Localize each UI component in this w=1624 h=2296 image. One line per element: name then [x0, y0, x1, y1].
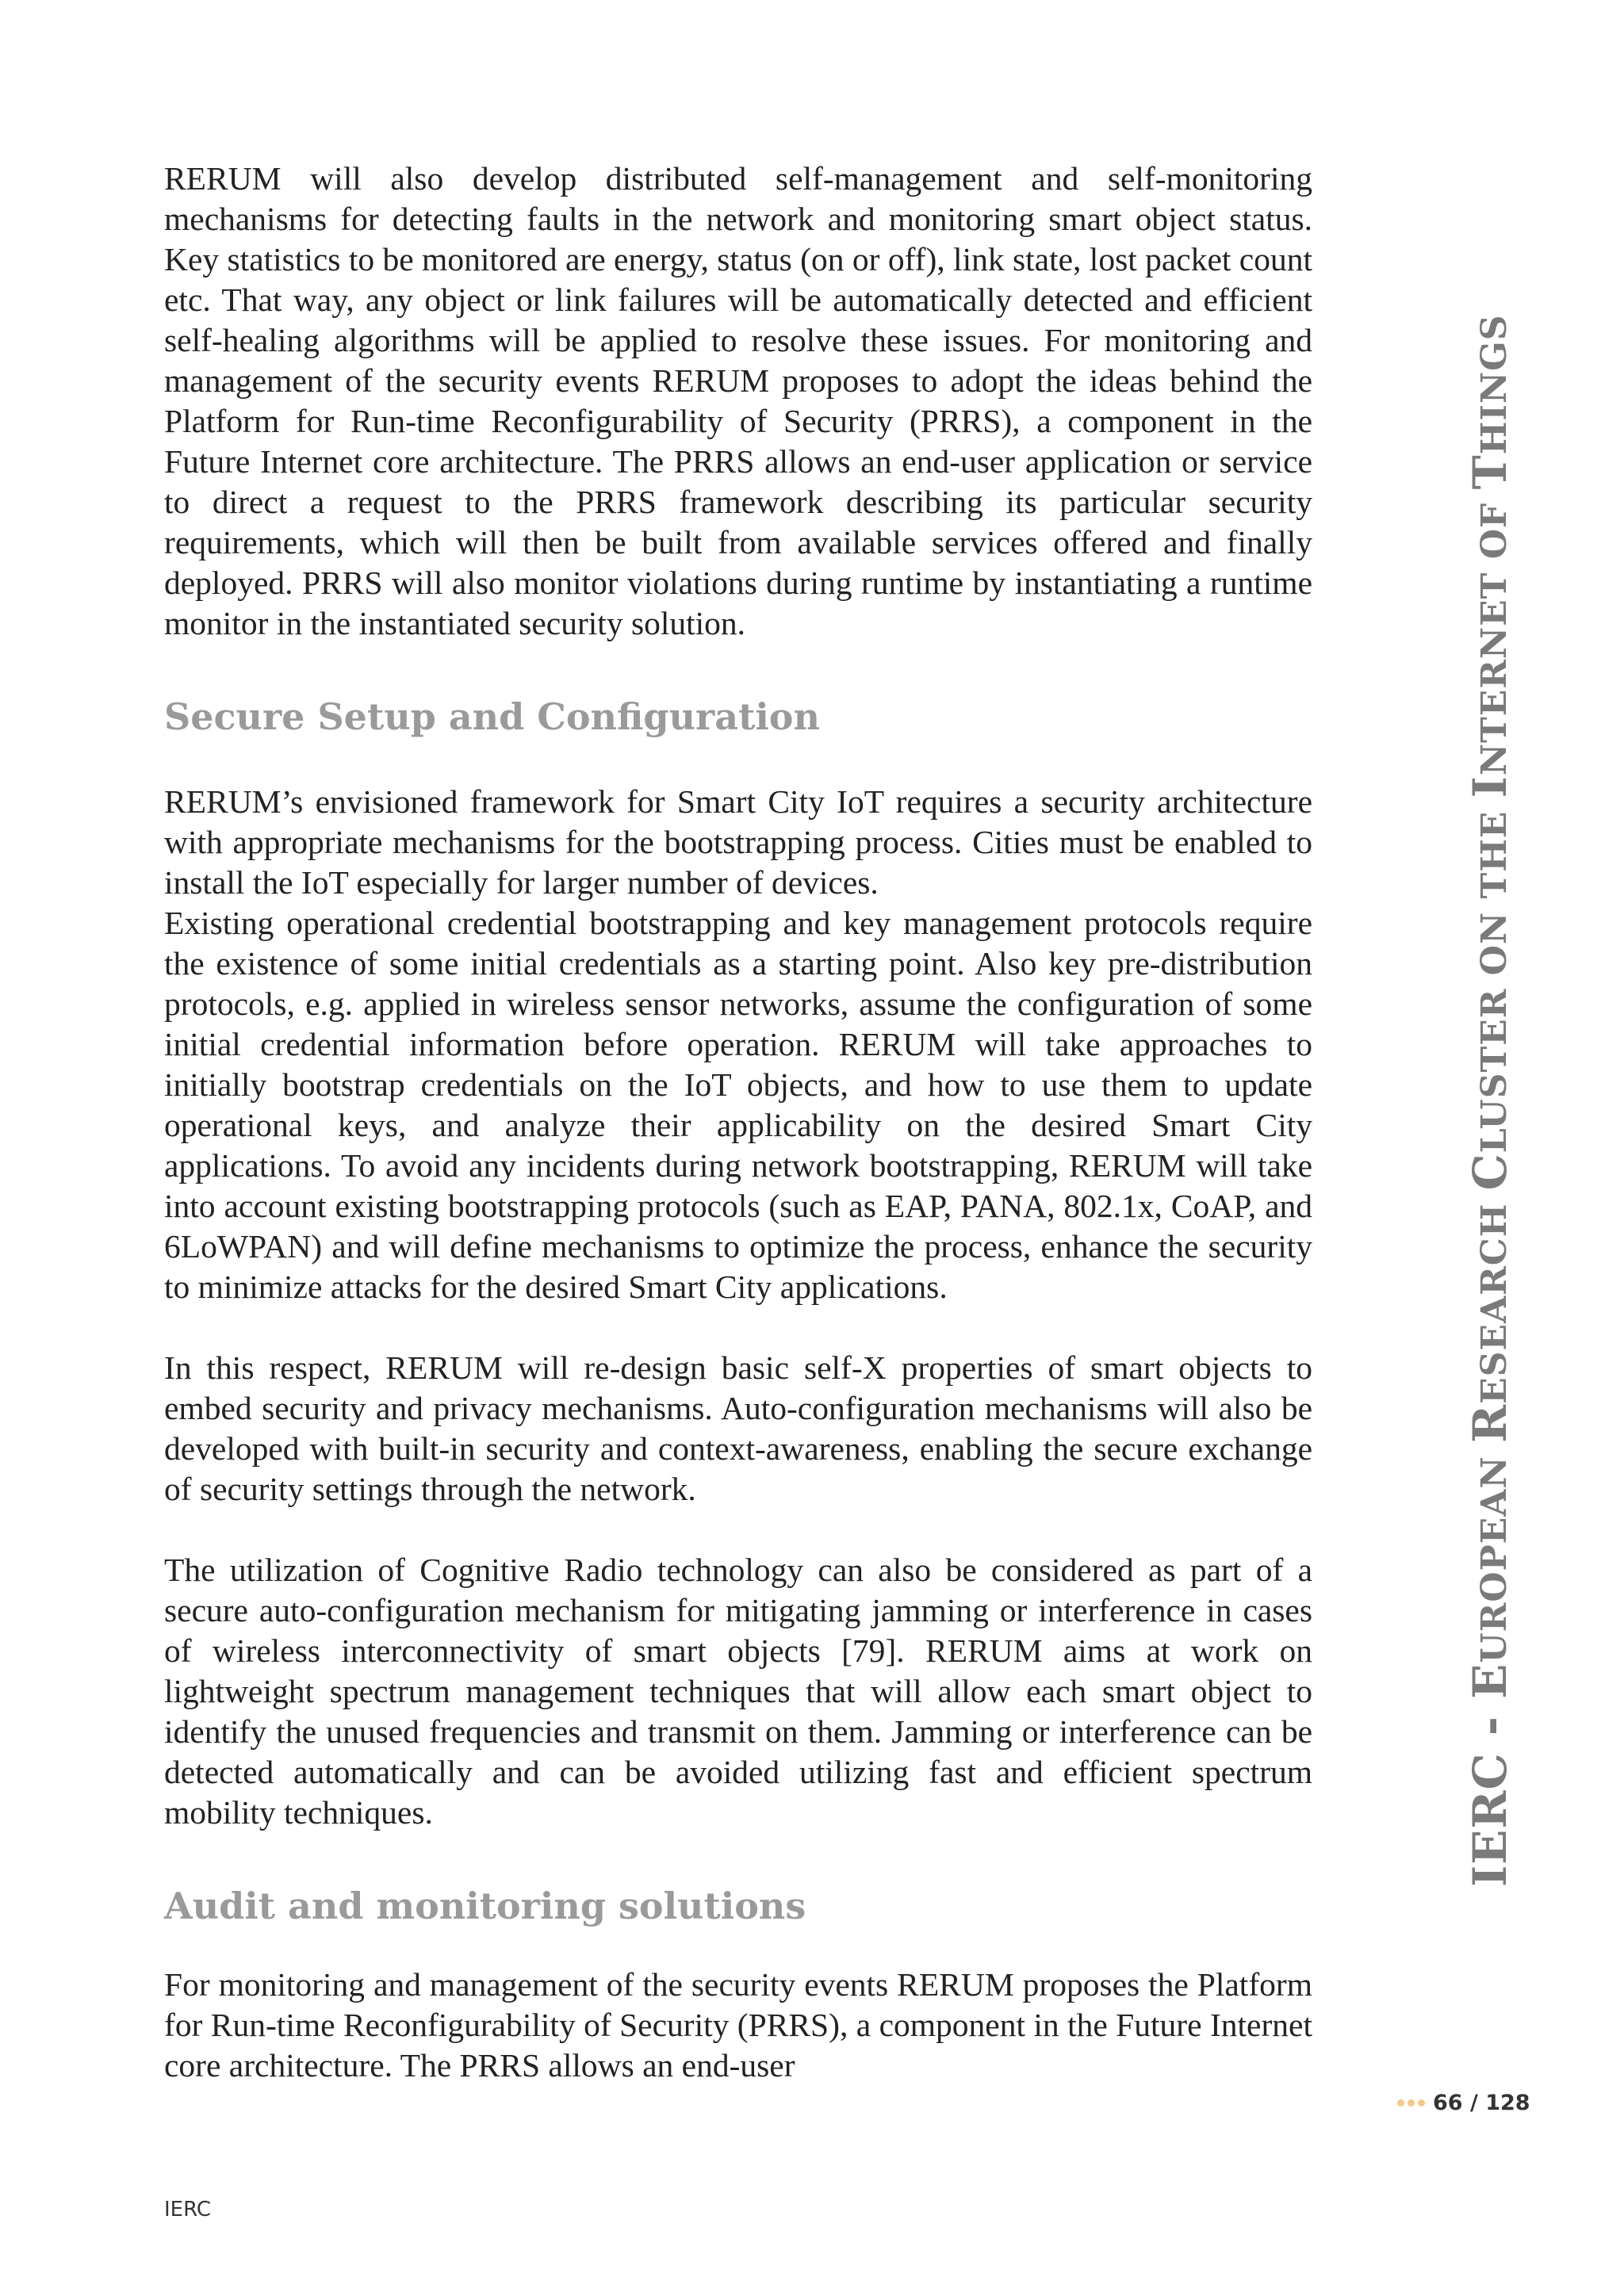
main-content	[164, 159, 1312, 2086]
section-heading-secure-setup: Secure Setup and Configuration	[164, 695, 820, 738]
side-title-part: I	[1463, 775, 1517, 798]
secure-setup-paragraph-4: The utilization of Cognitive Radio technology can also be considered as part of a secure auto-configuration mechanism for mitigating jamming or interference in cases of wireless interconnectivity of smart objects [79]. RERUM aims at work on lightweight spectrum management techniques that will allow each smart object to identify the unused frequencies and transmit on them. Jamming or interference can be detected automatically and can be avoided utilizing fast and efficient spectrum mobility techniques.	[164, 1552, 1312, 1831]
side-title-part: UROPEAN	[1474, 1443, 1515, 1663]
audit-paragraph-1: For monitoring and management of the security events RERUM proposes the Platform for Run-time Reconfigurability of Security (PRRS), a component in the Future Internet core architecture. The PRRS allows an end-user	[164, 1966, 1312, 2084]
intro-paragraph: RERUM will also develop distributed self-management and self-monitoring mechanisms for detecting faults in the network and monitoring smart object status. Key statistics to be monitored are energy, status (on or off), link state, lost packet count etc. That way, any object or link failures will be automatically detected and efficient self-healing algorithms will be applied to resolve these issues. For monitoring and management of the security events RERUM proposes to adopt the ideas behind the Platform for Run-time Reconfigurability of Security (PRRS), a component in the Future Internet core architecture. The PRRS allows an end-user application or service to direct a request to the PRRS framework describing its particular security requirements, which will then be built from available services offered and finally deployed. PRRS will also monitor violations during runtime by instantiating a runtime monitor in the instantiated security solution.	[164, 160, 1312, 641]
side-title-part: HINGS	[1474, 314, 1515, 455]
footer-label: IERC	[164, 2198, 212, 2221]
secure-setup-paragraph-2: Existing operational credential bootstrapping and key management protocols require the existence of some initial credentials as a starting point. Also key pre-distribution protocols, e.g. applied in wireless sensor networks, assume the configuration of some initial credential information before operation. RERUM will take approaches to initially bootstrap credentials on the IoT objects, and how to use them to update operational keys, and analyze their applicability on the desired Smart City applications. To avoid any incidents during network bootstrapping, RERUM will take into account existing bootstrapping protocols (such as EAP, PANA, 802.1x, CoAP, and 6LoWPAN) and will define mechanisms to optimize the process, enhance the security to minimize attacks for the desired Smart City applications.	[164, 905, 1312, 1305]
side-title-part: IERC - E	[1463, 1663, 1517, 1887]
dots-icon	[1397, 2099, 1425, 2107]
side-title-part: ESEARCH	[1474, 1190, 1515, 1404]
side-title-part: R	[1463, 1403, 1517, 1444]
section-heading-audit: Audit and monitoring solutions	[164, 1885, 806, 1927]
page-number	[1397, 2091, 1530, 2115]
side-running-title	[1463, 315, 1517, 1888]
page-number-text: 66 / 128	[1433, 2091, 1530, 2115]
secure-setup-paragraph-3: In this respect, RERUM will re-design basic self-X properties of smart objects to embed security and privacy mechanisms. Auto-configuration mechanisms will also be developed with built-in security and context-awareness, enabling the secure exchange of security settings through the network.	[164, 1349, 1312, 1507]
side-title-part: T	[1463, 454, 1517, 490]
side-title-part: LUSTER ON THE	[1474, 798, 1515, 1154]
side-title-part: C	[1463, 1153, 1517, 1191]
side-title-part: NTERNET OF	[1474, 489, 1515, 776]
secure-setup-paragraph-1: RERUM’s envisioned framework for Smart City IoT requires a security architecture with appropriate mechanisms for the bootstrapping process. Cities must be enabled to install the IoT especially for larger number of devices.	[164, 783, 1312, 901]
